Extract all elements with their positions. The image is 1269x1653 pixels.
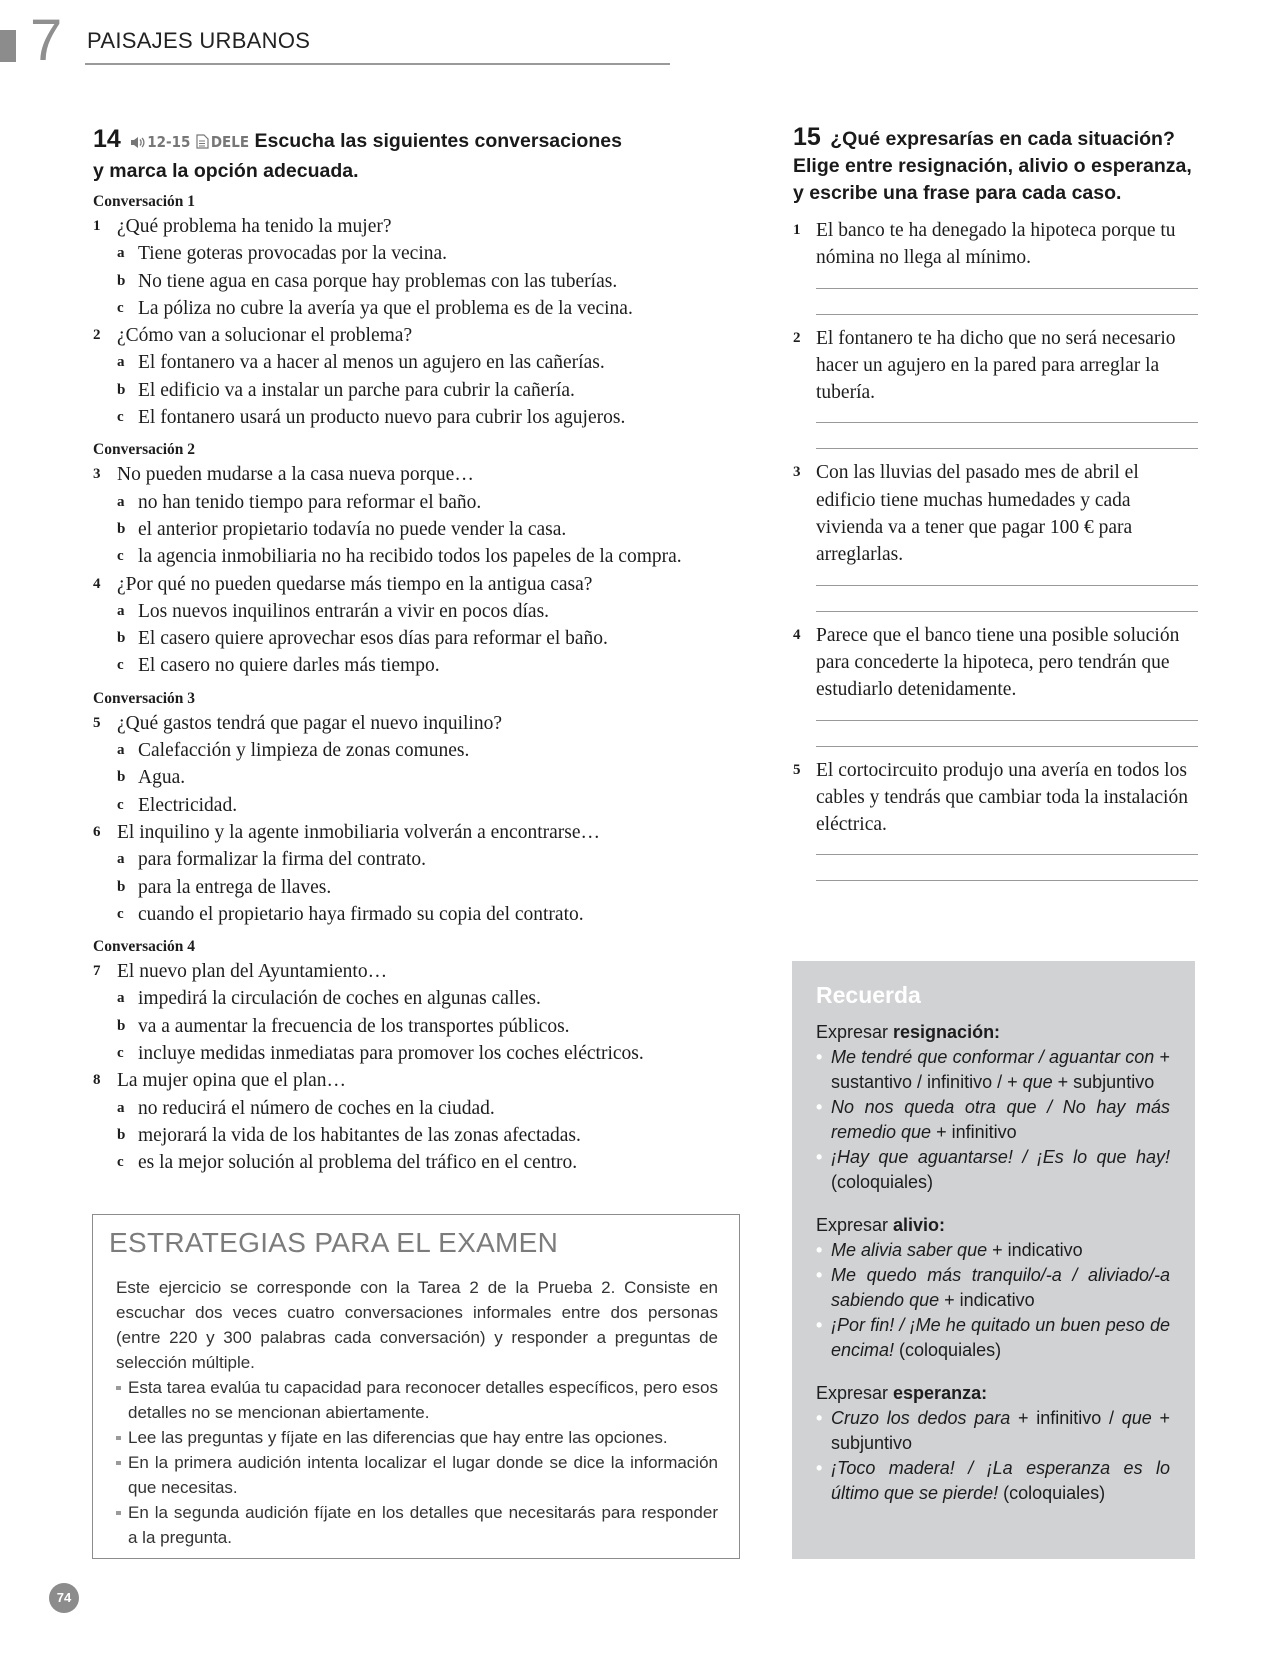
situation-item bbox=[793, 217, 1198, 272]
strategies-bullets bbox=[116, 1375, 718, 1550]
option-letter: b bbox=[117, 878, 126, 895]
option-text: Agua. bbox=[138, 767, 186, 789]
recuerda-box bbox=[792, 961, 1195, 1559]
option-letter: a bbox=[117, 602, 125, 619]
option-text: cuando el propietario haya firmado su copia del contrato. bbox=[138, 903, 584, 925]
question-text: ¿Qué gastos tendrá que pagar el nuevo inquilino? bbox=[117, 712, 503, 734]
answer-option[interactable] bbox=[93, 1040, 753, 1067]
answer-option[interactable] bbox=[93, 240, 753, 267]
answer-option[interactable] bbox=[93, 652, 753, 679]
question-text: ¿Qué problema ha tenido la mujer? bbox=[117, 216, 392, 237]
strategy-bullet: En la segunda audición fíjate en los detalles que necesitarás para responder a la pregunta. bbox=[116, 1500, 718, 1550]
section-keyword: esperanza: bbox=[893, 1383, 988, 1403]
expression-item bbox=[816, 1406, 1170, 1456]
expression-phrase: ¡Toco madera! / ¡La esperanza es lo último que se pierde! bbox=[831, 1458, 1170, 1503]
situation-number: 3 bbox=[793, 464, 801, 481]
answer-option[interactable] bbox=[93, 792, 753, 819]
answer-option[interactable] bbox=[93, 543, 753, 570]
answer-line[interactable] bbox=[816, 854, 1198, 855]
option-text: incluye medidas inmediatas para promover los coches eléctricos. bbox=[138, 1043, 644, 1065]
option-text: Tiene goteras provocadas por la vecina. bbox=[138, 243, 448, 265]
grammar-note: (coloquiales) bbox=[998, 1483, 1106, 1503]
audio-track-number: 12-15 bbox=[147, 133, 191, 151]
option-text: La póliza no cubre la avería ya que el problema es de la vecina. bbox=[138, 297, 633, 319]
question bbox=[93, 461, 753, 488]
speaker-icon bbox=[130, 131, 145, 158]
option-letter: b bbox=[117, 381, 126, 398]
expression-phrase: que bbox=[1022, 1072, 1053, 1092]
answer-option[interactable] bbox=[93, 1149, 753, 1176]
dele-label: DELE bbox=[210, 133, 250, 151]
expression-item bbox=[816, 1145, 1170, 1195]
exercise-14 bbox=[93, 126, 753, 1177]
answer-option[interactable] bbox=[93, 1122, 753, 1149]
answer-option[interactable] bbox=[93, 598, 753, 625]
answer-option[interactable] bbox=[93, 737, 753, 764]
exercise-15 bbox=[793, 124, 1198, 885]
expression-phrase: ¡Por fin! / ¡Me he quitado un buen peso de encima! bbox=[831, 1315, 1170, 1360]
option-letter: c bbox=[117, 299, 124, 316]
instruction-line-1: ¿Qué expresarías en cada situación? bbox=[830, 128, 1175, 150]
answer-option[interactable] bbox=[93, 268, 753, 295]
strategy-bullet: Esta tarea evalúa tu capacidad para reconocer detalles específicos, pero esos detalles no se mencionan abiertamente. bbox=[116, 1375, 718, 1425]
strategies-intro: Este ejercicio se corresponde con la Tarea 2 de la Prueba 2. Consiste en escuchar dos veces cuatro conversaciones informales entre dos personas (entre 220 y 300 palabras cada conversación) y responder a preguntas de selección múltiple. bbox=[116, 1278, 718, 1372]
option-letter: a bbox=[117, 990, 125, 1007]
answer-option[interactable] bbox=[93, 489, 753, 516]
option-letter: a bbox=[117, 1099, 125, 1116]
answer-option[interactable] bbox=[93, 295, 753, 322]
situation-text: El cortocircuito produjo una avería en todos los cables y tendrás que cambiar toda la instalación eléctrica. bbox=[816, 759, 1188, 836]
question-text: El inquilino y la agente inmobiliaria volverán a encontrarse… bbox=[117, 821, 601, 843]
instruction-line-2: y marca la opción adecuada. bbox=[93, 160, 359, 182]
option-letter: c bbox=[117, 1045, 124, 1062]
conversation-label: Conversación 4 bbox=[93, 938, 196, 956]
option-text: no han tenido tiempo para reformar el baño. bbox=[138, 491, 482, 513]
option-text: para la entrega de llaves. bbox=[138, 876, 332, 898]
grammar-note: + indicativo bbox=[939, 1290, 1035, 1310]
option-letter: a bbox=[117, 354, 125, 371]
unit-number: 7 bbox=[30, 8, 63, 73]
grammar-note: (coloquiales) bbox=[894, 1340, 1002, 1360]
option-letter: a bbox=[117, 493, 125, 510]
answer-line[interactable] bbox=[816, 314, 1198, 315]
option-text: El edificio va a instalar un parche para cubrir la cañería. bbox=[138, 379, 575, 401]
question-text: La mujer opina que el plan… bbox=[117, 1070, 347, 1092]
header-rule bbox=[85, 63, 670, 65]
answer-line[interactable] bbox=[816, 448, 1198, 449]
section-keyword: alivio: bbox=[893, 1215, 946, 1235]
instruction-line-3: y escribe una frase para cada caso. bbox=[793, 182, 1122, 204]
option-text: la agencia inmobiliaria no ha recibido todos los papeles de la compra. bbox=[138, 546, 682, 568]
expression-phrase: Me quedo más tranquilo/-a / aliviado/-a sabiendo que bbox=[831, 1265, 1170, 1310]
option-letter: c bbox=[117, 548, 124, 565]
page-number: 74 bbox=[49, 1583, 79, 1613]
option-letter: b bbox=[117, 1126, 126, 1143]
question-number: 5 bbox=[93, 714, 101, 731]
strategy-bullet: En la primera audición intenta localizar el lugar donde se dice la información que necesitas. bbox=[116, 1450, 718, 1500]
question bbox=[93, 322, 753, 349]
situation-number: 1 bbox=[793, 222, 801, 238]
option-letter: c bbox=[117, 657, 124, 674]
document-icon bbox=[196, 131, 209, 158]
option-text: El fontanero usará un producto nuevo para cubrir los agujeros. bbox=[138, 407, 626, 429]
instruction-line-2: Elige entre resignación, alivio o esperanza, bbox=[793, 155, 1192, 177]
situation-item bbox=[793, 757, 1198, 839]
grammar-note: + subjuntivo bbox=[1052, 1072, 1155, 1092]
grammar-note: + sustantivo / infinitivo / + bbox=[831, 1047, 1170, 1092]
expression-phrase: ¡Hay que aguantarse! / ¡Es lo que hay! bbox=[831, 1147, 1170, 1167]
expression-item bbox=[816, 1045, 1170, 1095]
option-text: El casero quiere aprovechar esos días para reformar el baño. bbox=[138, 628, 608, 650]
question-number: 3 bbox=[93, 466, 101, 483]
question-text: El nuevo plan del Ayuntamiento… bbox=[117, 961, 388, 983]
section-prefix: Expresar bbox=[816, 1215, 894, 1235]
question-text: ¿Cómo van a solucionar el problema? bbox=[117, 325, 413, 347]
section-heading bbox=[816, 1020, 1170, 1045]
situation-item bbox=[793, 325, 1198, 407]
expression-item bbox=[816, 1238, 1170, 1263]
answer-option[interactable] bbox=[93, 1095, 753, 1122]
answer-option[interactable] bbox=[93, 516, 753, 543]
question-text: No pueden mudarse a la casa nueva porque… bbox=[117, 464, 474, 486]
option-text: mejorará la vida de los habitantes de las zonas afectadas. bbox=[138, 1124, 581, 1146]
answer-line[interactable] bbox=[816, 746, 1198, 747]
situation-list bbox=[793, 217, 1198, 881]
question bbox=[93, 710, 753, 737]
answer-line[interactable] bbox=[816, 288, 1198, 289]
question-text: ¿Por qué no pueden quedarse más tiempo en la antigua casa? bbox=[117, 573, 593, 595]
situation-text: Parece que el banco tiene una posible solución para concederte la hipoteca, pero tendrán que estudiarlo detenidamente. bbox=[816, 624, 1180, 701]
answer-option[interactable] bbox=[93, 764, 753, 791]
answer-option[interactable] bbox=[93, 985, 753, 1012]
situation-text: El banco te ha denegado la hipoteca porque tu nómina no llega al mínimo. bbox=[816, 220, 1176, 269]
recuerda-sections bbox=[816, 1020, 1170, 1506]
grammar-note: + infinitivo bbox=[931, 1122, 1017, 1142]
question bbox=[93, 571, 753, 598]
option-letter: a bbox=[117, 851, 125, 868]
option-letter: c bbox=[117, 905, 124, 922]
situation-text: Con las lluvias del pasado mes de abril el edificio tiene muchas humedades y cada vivienda va a tener que pagar 100 € para arreglarlas. bbox=[816, 462, 1139, 566]
answer-option[interactable] bbox=[93, 874, 753, 901]
conversations bbox=[93, 191, 753, 1177]
situation-number: 4 bbox=[793, 626, 801, 643]
expression-item bbox=[816, 1456, 1170, 1506]
exercise-number: 14 bbox=[93, 125, 121, 153]
option-letter: b bbox=[117, 1017, 126, 1034]
question-number: 2 bbox=[93, 327, 101, 344]
option-text: Los nuevos inquilinos entrarán a vivir en pocos días. bbox=[138, 600, 550, 622]
grammar-note: + infinitivo / bbox=[1010, 1408, 1122, 1428]
expression-phrase: que bbox=[1121, 1408, 1152, 1428]
situation-item bbox=[793, 459, 1198, 568]
option-text: Calefacción y limpieza de zonas comunes. bbox=[138, 740, 470, 762]
option-text: El casero no quiere darles más tiempo. bbox=[138, 655, 440, 677]
option-letter: c bbox=[117, 409, 124, 426]
question-number: 6 bbox=[93, 823, 101, 840]
section-heading bbox=[816, 1381, 1170, 1406]
recuerda-section bbox=[816, 1381, 1170, 1506]
unit-title: PAISAJES URBANOS bbox=[87, 28, 311, 53]
expression-item bbox=[816, 1313, 1170, 1363]
question-number: 1 bbox=[93, 218, 101, 234]
section-heading bbox=[816, 1213, 1170, 1238]
section-prefix: Expresar bbox=[816, 1022, 894, 1042]
answer-option[interactable] bbox=[93, 1013, 753, 1040]
option-text: el anterior propietario todavía no puede vender la casa. bbox=[138, 518, 567, 540]
situation-item bbox=[793, 622, 1198, 704]
recuerda-section bbox=[816, 1020, 1170, 1195]
situation-number: 2 bbox=[793, 329, 801, 346]
expression-item bbox=[816, 1095, 1170, 1145]
option-letter: a bbox=[117, 742, 125, 759]
option-text: Electricidad. bbox=[138, 794, 238, 816]
option-text: para formalizar la firma del contrato. bbox=[138, 849, 427, 871]
grammar-note: + indicativo bbox=[987, 1240, 1083, 1260]
option-letter: b bbox=[117, 630, 126, 647]
audio-track-tag bbox=[130, 133, 190, 151]
option-text: es la mejor solución al problema del tráfico en el centro. bbox=[138, 1152, 578, 1174]
option-letter: c bbox=[117, 796, 124, 813]
option-text: impedirá la circulación de coches en algunas calles. bbox=[138, 988, 541, 1010]
question bbox=[93, 819, 753, 846]
conversation-label: Conversación 2 bbox=[93, 441, 196, 459]
option-letter: b bbox=[117, 769, 126, 786]
option-letter: c bbox=[117, 1154, 124, 1171]
question-number: 4 bbox=[93, 575, 101, 592]
expression-phrase: Me tendré que conformar / aguantar con bbox=[831, 1047, 1155, 1067]
strategies-title: ESTRATEGIAS PARA EL EXAMEN bbox=[109, 1227, 559, 1258]
answer-option[interactable] bbox=[93, 846, 753, 873]
answer-line[interactable] bbox=[816, 880, 1198, 881]
option-text: El fontanero va a hacer al menos un agujero en las cañerías. bbox=[138, 352, 605, 374]
option-letter: b bbox=[117, 272, 126, 289]
option-text: no reducirá el número de coches en la ciudad. bbox=[138, 1097, 495, 1119]
option-text: va a aumentar la frecuencia de los transportes públicos. bbox=[138, 1015, 570, 1037]
expression-phrase: Cruzo los dedos para bbox=[831, 1408, 1011, 1428]
grammar-note: + subjuntivo bbox=[831, 1408, 1170, 1453]
answer-line[interactable] bbox=[816, 585, 1198, 586]
question bbox=[93, 213, 753, 240]
dele-tag bbox=[196, 133, 249, 151]
exercise-number: 15 bbox=[793, 123, 821, 151]
question bbox=[93, 1067, 753, 1094]
question bbox=[93, 958, 753, 985]
exam-strategies-box bbox=[92, 1214, 740, 1559]
answer-option[interactable] bbox=[93, 404, 753, 431]
answer-option[interactable] bbox=[93, 901, 753, 928]
exercise-14-heading bbox=[93, 126, 753, 185]
strategy-bullet: Lee las preguntas y fíjate en las diferencias que hay entre las opciones. bbox=[116, 1425, 718, 1450]
option-text: No tiene agua en casa porque hay problemas con las tuberías. bbox=[138, 270, 618, 292]
section-keyword: resignación: bbox=[893, 1022, 1001, 1042]
conversation-label: Conversación 3 bbox=[93, 689, 196, 707]
answer-option[interactable] bbox=[93, 377, 753, 404]
recuerda-title: Recuerda bbox=[816, 982, 921, 1008]
answer-line[interactable] bbox=[816, 422, 1198, 423]
situation-text: El fontanero te ha dicho que no será necesario hacer un agujero en la pared para arreglar la tubería. bbox=[816, 327, 1176, 404]
question-number: 7 bbox=[93, 963, 101, 980]
answer-option[interactable] bbox=[93, 349, 753, 376]
conversation-label: Conversación 1 bbox=[93, 193, 196, 210]
instruction-line-1: Escucha las siguientes conversaciones bbox=[254, 130, 622, 152]
expression-phrase: Me alivia saber que bbox=[831, 1240, 988, 1260]
answer-line[interactable] bbox=[816, 720, 1198, 721]
answer-option[interactable] bbox=[93, 625, 753, 652]
section-prefix: Expresar bbox=[816, 1383, 894, 1403]
expression-item bbox=[816, 1263, 1170, 1313]
unit-color-bar bbox=[0, 30, 16, 62]
expression-phrase: No nos queda otra que / No hay más remedio que bbox=[831, 1097, 1170, 1142]
grammar-note: (coloquiales) bbox=[831, 1172, 934, 1192]
question-number: 8 bbox=[93, 1072, 101, 1089]
option-letter: a bbox=[117, 245, 125, 262]
strategies-body bbox=[116, 1275, 718, 1550]
answer-line[interactable] bbox=[816, 611, 1198, 612]
situation-number: 5 bbox=[793, 761, 801, 778]
option-letter: b bbox=[117, 520, 126, 537]
exercise-15-heading bbox=[793, 124, 1198, 207]
recuerda-section bbox=[816, 1213, 1170, 1363]
